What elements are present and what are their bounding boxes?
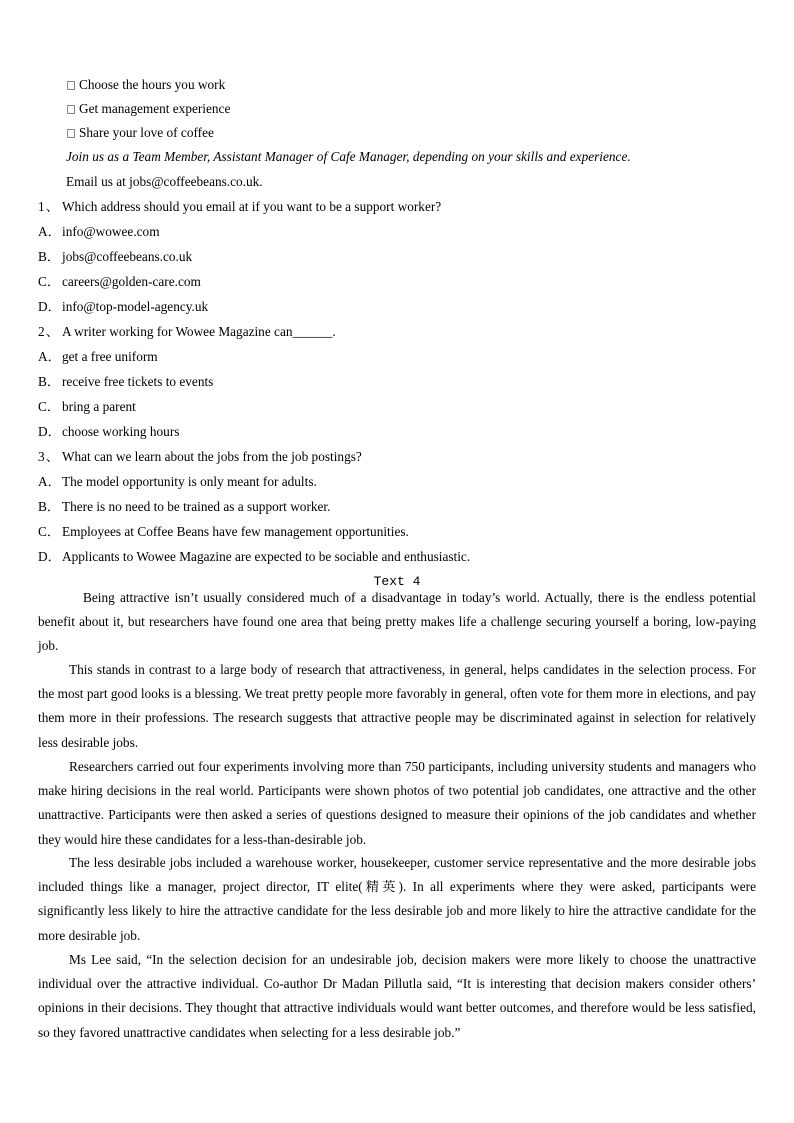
answer-option[interactable] — [38, 474, 317, 490]
option-letter: A． — [38, 474, 61, 489]
option-text: The model opportunity is only meant for adults. — [62, 474, 317, 489]
answer-option[interactable] — [38, 274, 201, 290]
checkbox-bullet-icon — [67, 81, 75, 90]
option-text: choose working hours — [62, 424, 180, 439]
option-text: receive free tickets to events — [62, 374, 214, 389]
option-text: get a free uniform — [62, 349, 158, 364]
answer-option[interactable] — [38, 374, 213, 390]
passage-paragraph: This stands in contrast to a large body of research that attractiveness, in general, helps candidates in the selection process. For the most part good looks is a blessing. We treat pretty people more favorably in general, often vote for them more in elections, and pay them more in their professions. The research suggests that attractive people may be discriminated against in selection for relatively less desirable jobs. — [38, 662, 756, 750]
option-letter: D． — [38, 299, 61, 314]
answer-option[interactable] — [38, 224, 160, 240]
answer-option[interactable] — [38, 349, 158, 365]
option-text: info@wowee.com — [62, 224, 160, 239]
passage-paragraph: Being attractive isn’t usually considered much of a disadvantage in today’s world. Actually, there is the endless potential benefit about it, but researchers have found one area that being pretty makes life a challenge securing yourself a boring, low-paying job. — [38, 590, 756, 654]
answer-option[interactable] — [38, 549, 470, 565]
option-letter: B． — [38, 374, 61, 389]
option-text: Employees at Coffee Beans have few management opportunities. — [62, 524, 409, 539]
option-letter: D． — [38, 424, 61, 439]
ad-bullet-item — [67, 125, 214, 141]
ad-bullet-text: Choose the hours you work — [79, 77, 226, 92]
option-letter: D． — [38, 549, 61, 564]
option-text: There is no need to be trained as a support worker. — [62, 499, 331, 514]
question-number: 2 — [38, 324, 45, 339]
ad-join-line: Join us as a Team Member, Assistant Manager of Cafe Manager, depending on your skills and experience. — [66, 149, 631, 164]
answer-option[interactable] — [38, 299, 208, 315]
section-title: Text 4 — [373, 574, 421, 589]
option-text: info@top-model-agency.uk — [62, 299, 209, 314]
checkbox-bullet-icon — [67, 105, 75, 114]
question-separator: 、 — [45, 449, 59, 464]
ad-bullet-text: Share your love of coffee — [79, 125, 214, 140]
passage-paragraph: Researchers carried out four experiments involving more than 750 participants, including university students and managers who make hiring decisions in the real world. Participants were shown photos of two potential job candidates, one attractive and the other unattractive. Participants were then asked a series of questions designed to measure their opinions of the job candidates and whether they would hire these candidates for a less-than-desirable job. — [38, 759, 756, 847]
option-text: Applicants to Wowee Magazine are expected to be sociable and enthusiastic. — [62, 549, 471, 564]
option-letter: B． — [38, 499, 61, 514]
option-letter: C． — [38, 524, 61, 539]
option-letter: C． — [38, 274, 61, 289]
checkbox-bullet-icon — [67, 129, 75, 138]
answer-option[interactable] — [38, 399, 136, 415]
answer-option[interactable] — [38, 524, 409, 540]
answer-option[interactable] — [38, 249, 192, 265]
option-text: careers@golden-care.com — [62, 274, 201, 289]
option-letter: A． — [38, 349, 61, 364]
option-letter: C． — [38, 399, 61, 414]
question-number: 1 — [38, 199, 45, 214]
question-stem — [38, 199, 441, 215]
question-separator: 、 — [45, 199, 59, 214]
ad-email-line: Email us at jobs@coffeebeans.co.uk. — [66, 174, 263, 189]
answer-option[interactable] — [38, 424, 179, 440]
question-text: What can we learn about the jobs from the job postings? — [61, 449, 362, 464]
passage-paragraph: Ms Lee said, “In the selection decision for an undesirable job, decision makers were more likely to choose the unattractive individual over the attractive individual. Co-author Dr Madan Pillutla said, “It is interesting that decision makers consider others’ opinions in their decisions. They thought that attractive individuals would want better outcomes, and therefore would be less satisfied, so they favored unattractive candidates when selecting for a less desirable job.” — [38, 952, 756, 1040]
question-number: 3 — [38, 449, 45, 464]
question-stem — [38, 324, 336, 340]
question-text: A writer working for Wowee Magazine can______. — [61, 324, 336, 339]
option-text: jobs@coffeebeans.co.uk — [62, 249, 193, 264]
option-letter: A． — [38, 224, 61, 239]
option-letter: B． — [38, 249, 61, 264]
passage-paragraph: The less desirable jobs included a warehouse worker, housekeeper, customer service representative and the more desirable jobs included things like a manager, project director, IT elite(精英). In all experiments where they were asked, participants were significantly less likely to hire the attractive candidate for the less desirable job and more likely to hire the attractive candidate for the more desirable job. — [38, 855, 756, 943]
question-stem — [38, 449, 362, 465]
question-text: Which address should you email at if you want to be a support worker? — [61, 199, 442, 214]
ad-bullet-text: Get management experience — [79, 101, 231, 116]
answer-option[interactable] — [38, 499, 330, 515]
question-separator: 、 — [45, 324, 59, 339]
ad-bullet-item — [67, 77, 225, 93]
ad-bullet-item — [67, 101, 230, 117]
option-text: bring a parent — [62, 399, 136, 414]
